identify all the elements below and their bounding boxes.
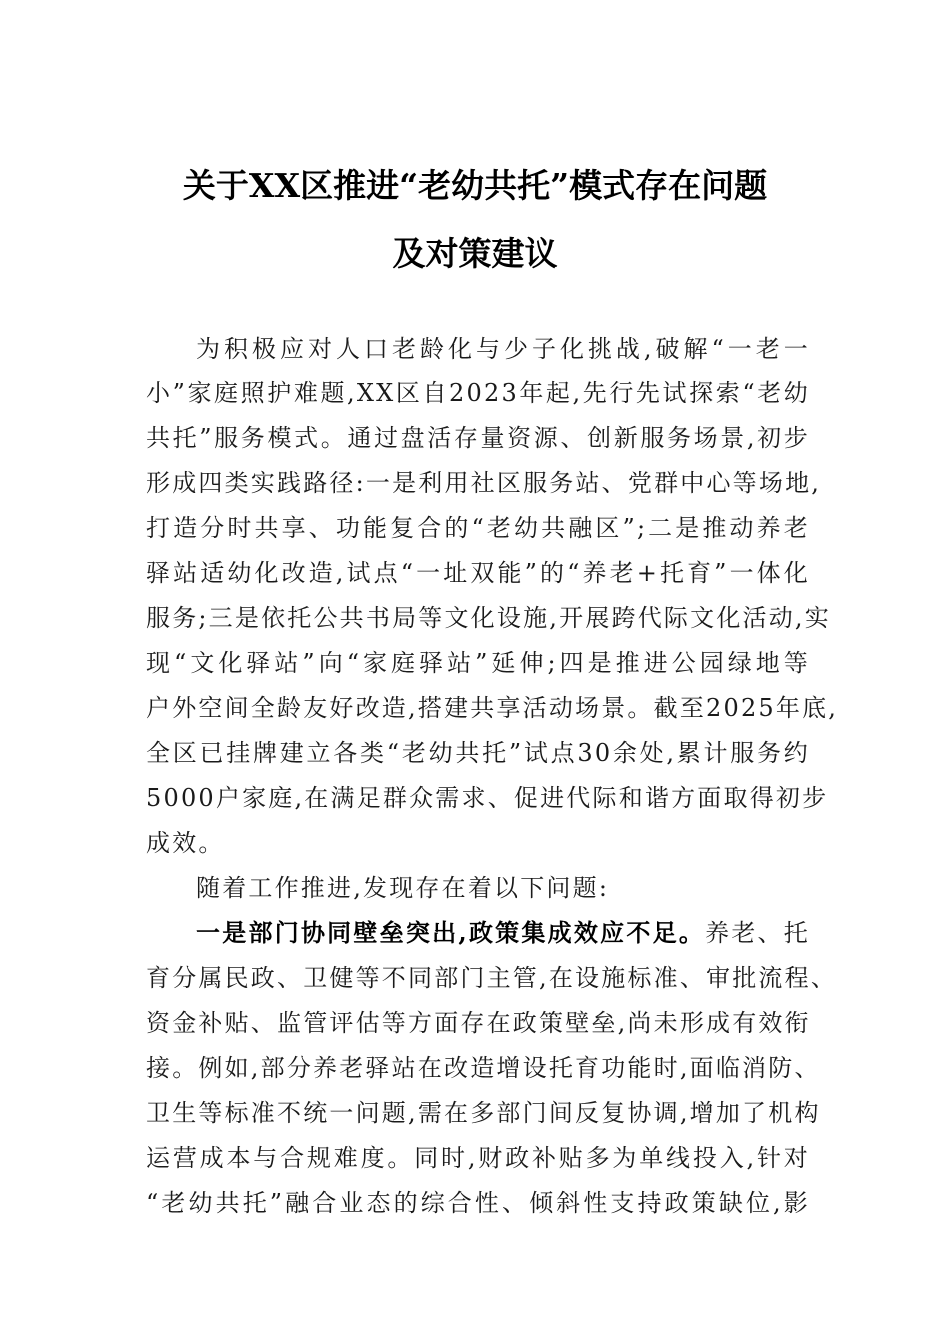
text-line: 服务;三是依托公共书局等文化设施,开展跨代际文化活动,实	[146, 604, 831, 632]
text-line: 接。例如,部分养老驿站在改造增设托育功能时,面临消防、	[146, 1054, 821, 1082]
text-line: 成效。	[146, 829, 225, 857]
text-line: 打造分时共享、功能复合的“老幼共融区”;二是推动养老	[146, 514, 810, 542]
issue-text-start: 养老、托	[705, 919, 810, 947]
text-line: 卫生等标准不统一问题,需在多部门间反复协调,增加了机构	[146, 1099, 821, 1127]
document-title-line-1: 关于XX区推进“老幼共托”模式存在问题	[182, 166, 768, 205]
text-line: 为积极应对人口老龄化与少子化挑战,破解“一老一	[196, 335, 810, 363]
text-line	[196, 918, 810, 948]
text-line: 共托”服务模式。通过盘活存量资源、创新服务场景,初步	[146, 424, 810, 452]
text-line: 形成四类实践路径:一是利用社区服务站、党群中心等场地,	[146, 469, 822, 497]
text-line: 育分属民政、卫健等不同部门主管,在设施标准、审批流程、	[146, 964, 838, 992]
document-title-line-2: 及对策建议	[392, 234, 558, 273]
text-line: 全区已挂牌建立各类“老幼共托”试点30余处,累计服务约	[146, 739, 810, 767]
text-line: 现“文化驿站”向“家庭驿站”延伸;四是推进公园绿地等	[146, 649, 810, 677]
text-line: 5000户家庭,在满足群众需求、促进代际和谐方面取得初步	[146, 784, 829, 812]
text-line: 户外空间全龄友好改造,搭建共享活动场景。截至2025年底,	[146, 694, 839, 722]
text-line: 随着工作推进,发现存在着以下问题:	[196, 874, 610, 902]
text-line: 小”家庭照护难题,XX区自2023年起,先行先试探索“老幼	[146, 379, 810, 407]
text-line: 运营成本与合规难度。同时,财政补贴多为单线投入,针对	[146, 1144, 810, 1172]
text-line: 驿站适幼化改造,试点“一址双能”的“养老+托育”一体化	[146, 559, 810, 587]
text-line: 资金补贴、监管评估等方面存在政策壁垒,尚未形成有效衔	[146, 1009, 811, 1037]
text-line: “老幼共托”融合业态的综合性、倾斜性支持政策缺位,影	[146, 1189, 810, 1217]
issue-heading: 一是部门协同壁垒突出,政策集成效应不足。	[196, 918, 706, 947]
